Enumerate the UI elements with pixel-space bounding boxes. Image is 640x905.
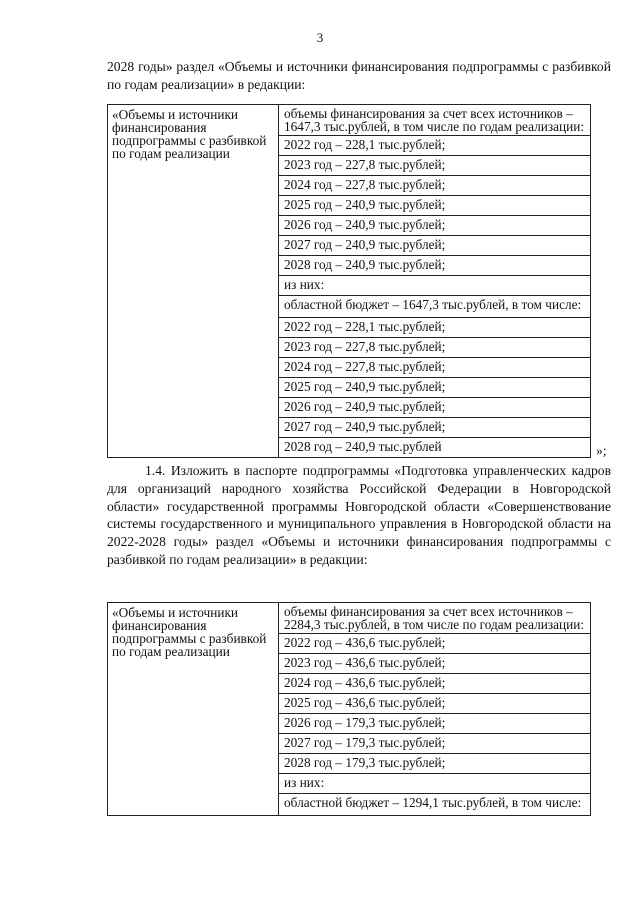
table1-row: 2026 год – 240,9 тыс.рублей; xyxy=(279,216,590,236)
table1-row: 2027 год – 240,9 тыс.рублей; xyxy=(279,236,590,256)
table1-row: 2026 год – 240,9 тыс.рублей; xyxy=(279,398,590,418)
table2-row: 2028 год – 179,3 тыс.рублей; xyxy=(279,754,590,774)
table1-row: 2022 год – 228,1 тыс.рублей; xyxy=(279,318,590,338)
table2-left-cell: «Объемы и источники финансирования подпрограммы с разбивкой по годам реализации xyxy=(108,603,279,816)
table1-row: 2024 год – 227,8 тыс.рублей; xyxy=(279,358,590,378)
table2-row: 2023 год – 436,6 тыс.рублей; xyxy=(279,654,590,674)
financing-table-2 xyxy=(107,602,591,816)
table2-row: 2025 год – 436,6 тыс.рублей; xyxy=(279,694,590,714)
table1-row: 2028 год – 240,9 тыс.рублей xyxy=(284,439,442,454)
table1-row: объемы финансирования за счет всех источников – 1647,3 тыс.рублей, в том числе по годам реализации: xyxy=(279,105,590,136)
paragraph-item-1-4: 1.4. Изложить в паспорте подпрограммы «Подготовка управленческих кадров для организаций народного хозяйства Российской Федерации в Новгородской области» государственной программы Новгородской области «Совершенствование системы государственного и муниципального управления в Новгородской области на 2022-2028 годы» раздел «Объемы и источники финансирования подпрограммы с разбивкой по годам реализации» в редакции: xyxy=(107,463,611,567)
table1-row: 2023 год – 227,8 тыс.рублей; xyxy=(279,338,590,358)
table2-right-cell xyxy=(279,603,591,816)
table2-row: 2022 год – 436,6 тыс.рублей; xyxy=(279,634,590,654)
table1-row: 2028 год – 240,9 тыс.рублей; xyxy=(279,256,590,276)
table1-row: областной бюджет – 1647,3 тыс.рублей, в том числе: xyxy=(279,296,590,318)
page-number: 3 xyxy=(316,30,324,45)
table1-row: 2023 год – 227,8 тыс.рублей; xyxy=(279,156,590,176)
financing-table-1 xyxy=(107,104,591,458)
table1-row: 2025 год – 240,9 тыс.рублей; xyxy=(279,378,590,398)
table1-right-cell xyxy=(279,105,591,458)
table2-row: 2024 год – 436,6 тыс.рублей; xyxy=(279,674,590,694)
table1-row: 2025 год – 240,9 тыс.рублей; xyxy=(279,196,590,216)
table1-row: из них: xyxy=(279,276,590,296)
table2-row: 2026 год – 179,3 тыс.рублей; xyxy=(279,714,590,734)
paragraph-intro: 2028 годы» раздел «Объемы и источники финансирования подпрограммы с разбивкой по годам реализации» в редакции: xyxy=(107,59,611,92)
table1-left-cell: «Объемы и источники финансирования подпрограммы с разбивкой по годам реализации xyxy=(108,105,279,458)
closing-quote: »; xyxy=(596,443,607,458)
table2-row: областной бюджет – 1294,1 тыс.рублей, в том числе: xyxy=(284,795,582,810)
table2-row: 2027 год – 179,3 тыс.рублей; xyxy=(279,734,590,754)
table1-row: 2024 год – 227,8 тыс.рублей; xyxy=(279,176,590,196)
table1-row: 2022 год – 228,1 тыс.рублей; xyxy=(279,136,590,156)
table1-row: 2027 год – 240,9 тыс.рублей; xyxy=(279,418,590,438)
table2-row: из них: xyxy=(279,774,590,794)
table2-row: объемы финансирования за счет всех источников – 2284,3 тыс.рублей, в том числе по годам реализации: xyxy=(279,603,590,634)
